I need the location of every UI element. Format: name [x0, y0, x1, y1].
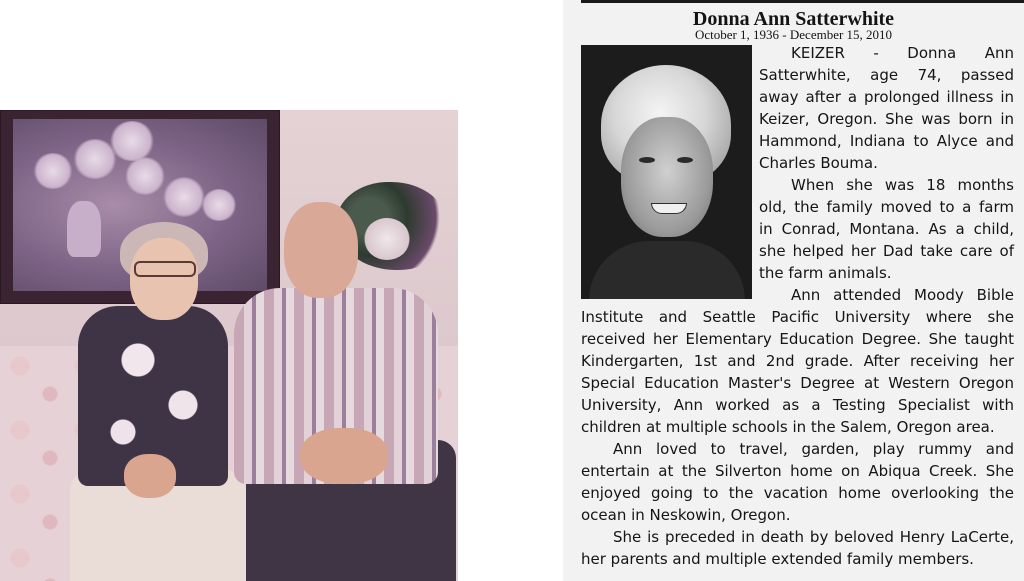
woman-face	[130, 238, 198, 320]
painted-flower	[125, 157, 165, 195]
obituary-paragraph: KEIZER - Donna Ann Satterwhite, age 74, passed away after a prolonged illness in Keizer, Oregon. She was born in Hammond, Indiana to Alyce and Charles Bouma.	[759, 44, 1014, 172]
woman-glasses	[134, 261, 196, 277]
portrait-spacer	[581, 42, 759, 300]
man-head	[284, 202, 358, 298]
life-dates: October 1, 1936 - December 15, 2010	[694, 27, 893, 42]
deceased-name: Donna Ann Satterwhite	[692, 8, 895, 30]
couple-photograph	[0, 110, 458, 581]
painted-flower	[163, 177, 205, 217]
obituary-paragraph: Ann attended Moody Bible Institute and Seattle Pacific University where she received her Elementary Education Degree. She taught Kindergarten, 1st and 2nd grade. After receiving her Special Education Master's Degree at Western Oregon University, Ann worked as a Testing Specialist with children at multiple schools in the Salem, Oregon area.	[581, 286, 1014, 436]
painted-flower	[33, 153, 73, 189]
obituary-paragraph: Ann loved to travel, garden, play rummy and entertain at the Silverton home on Abiqua Creek. She enjoyed going to the vacation home overlooking the ocean in Neskowin, Oregon.	[581, 440, 1014, 524]
painted-flower	[73, 139, 117, 179]
man-hands	[300, 428, 388, 484]
painted-flower	[201, 189, 237, 221]
woman-hands	[124, 454, 176, 498]
wall-flower-bloom	[364, 218, 410, 260]
obituary-body	[581, 42, 1014, 570]
obituary-clipping	[563, 0, 1024, 581]
obituary-paragraph: When she was 18 months old, the family moved to a farm in Conrad, Montana. As a child, she helped her Dad take care of the farm animals.	[759, 176, 1014, 282]
top-rule	[581, 0, 1024, 3]
painted-vase	[67, 201, 101, 257]
obituary-paragraph: She is preceded in death by beloved Henry LaCerte, her parents and multiple extended family members.	[581, 528, 1014, 568]
